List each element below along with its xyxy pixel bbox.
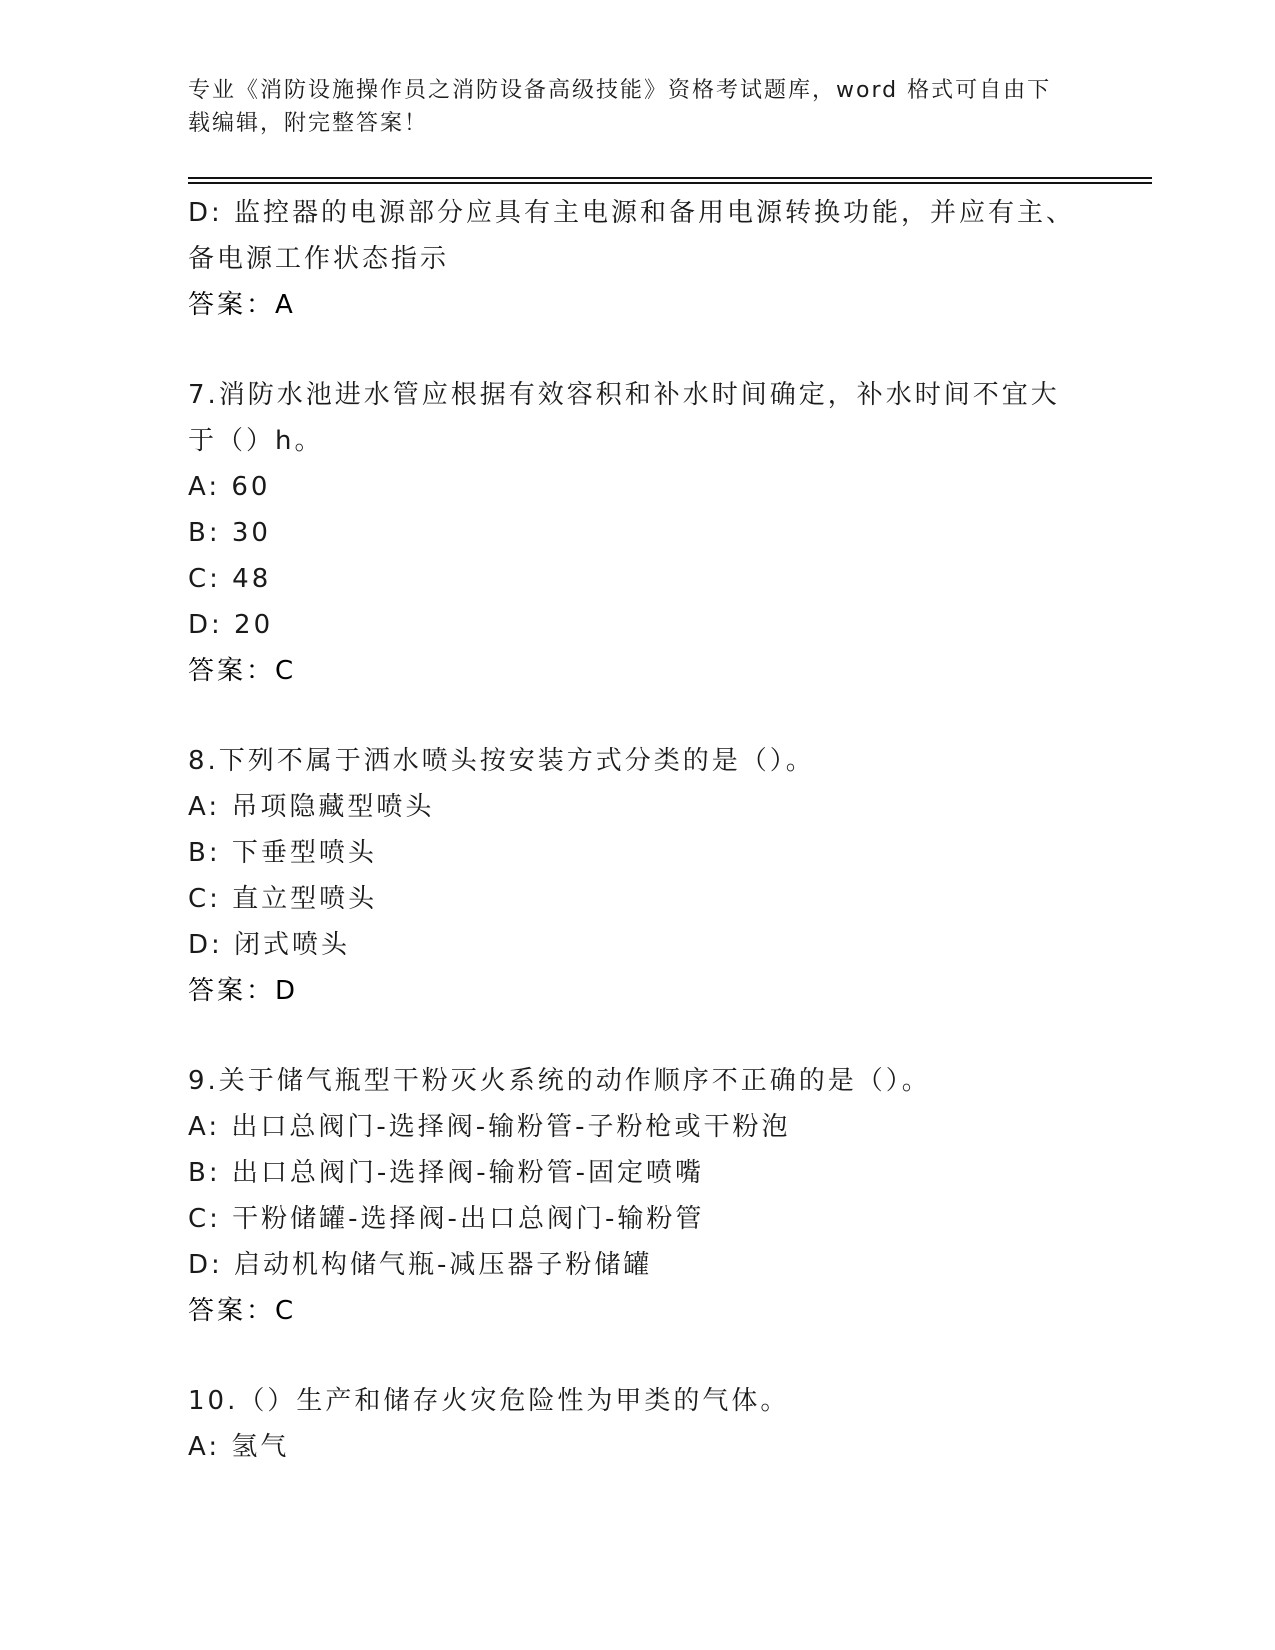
option-c: C: 48 (188, 564, 272, 594)
document-header (188, 74, 1068, 140)
answer-label: 答案：C (188, 1296, 297, 1326)
option-c: C: 干粉储罐-选择阀-出口总阀门-输粉管 (188, 1204, 705, 1234)
header-line-2: 载编辑，附完整答案！ (188, 111, 429, 136)
option-a: A: 氢气 (188, 1432, 290, 1462)
option-d-line-1: D: 监控器的电源部分应具有主电源和备用电源转换功能，并应有主、 (188, 198, 1076, 228)
option-b: B: 30 (188, 518, 271, 548)
option-a: A: 出口总阀门-选择阀-输粉管-子粉枪或干粉泡 (188, 1112, 791, 1142)
answer-label: 答案：D (188, 976, 299, 1006)
question-10 (188, 1378, 1088, 1470)
header-divider-top (188, 177, 1152, 179)
question-stem-line-2: 于（）h。 (188, 426, 324, 456)
option-a: A: 60 (188, 472, 271, 502)
question-7 (188, 372, 1088, 694)
question-8 (188, 738, 1088, 1014)
header-divider-bottom (188, 182, 1152, 184)
spacer (188, 1334, 1088, 1378)
option-b: B: 下垂型喷头 (188, 838, 377, 868)
option-a: A: 吊项隐藏型喷头 (188, 792, 435, 822)
spacer (188, 694, 1088, 738)
question-9 (188, 1058, 1088, 1334)
question-stem: 9.关于储气瓶型干粉灭火系统的动作顺序不正确的是（）。 (188, 1066, 931, 1096)
answer-label: 答案：C (188, 656, 297, 686)
question-content (188, 190, 1088, 1470)
spacer (188, 328, 1088, 372)
option-c: C: 直立型喷头 (188, 884, 378, 914)
question-stem-line-1: 7.消防水池进水管应根据有效容积和补水时间确定，补水时间不宜大 (188, 380, 1060, 410)
header-line-1: 专业《消防设施操作员之消防设备高级技能》资格考试题库，word 格式可自由下 (188, 78, 1052, 103)
question-6-tail (188, 190, 1088, 328)
spacer (188, 1014, 1088, 1058)
option-d: D: 启动机构储气瓶-减压器子粉储罐 (188, 1250, 653, 1280)
answer-label: 答案：A (188, 290, 296, 320)
question-stem: 10.（）生产和储存火灾危险性为甲类的气体。 (188, 1386, 790, 1416)
option-b: B: 出口总阀门-选择阀-输粉管-固定喷嘴 (188, 1158, 705, 1188)
option-d: D: 闭式喷头 (188, 930, 351, 960)
question-stem: 8.下列不属于洒水喷头按安装方式分类的是（）。 (188, 746, 815, 776)
option-d: D: 20 (188, 610, 274, 640)
option-d-line-2: 备电源工作状态指示 (188, 244, 450, 274)
